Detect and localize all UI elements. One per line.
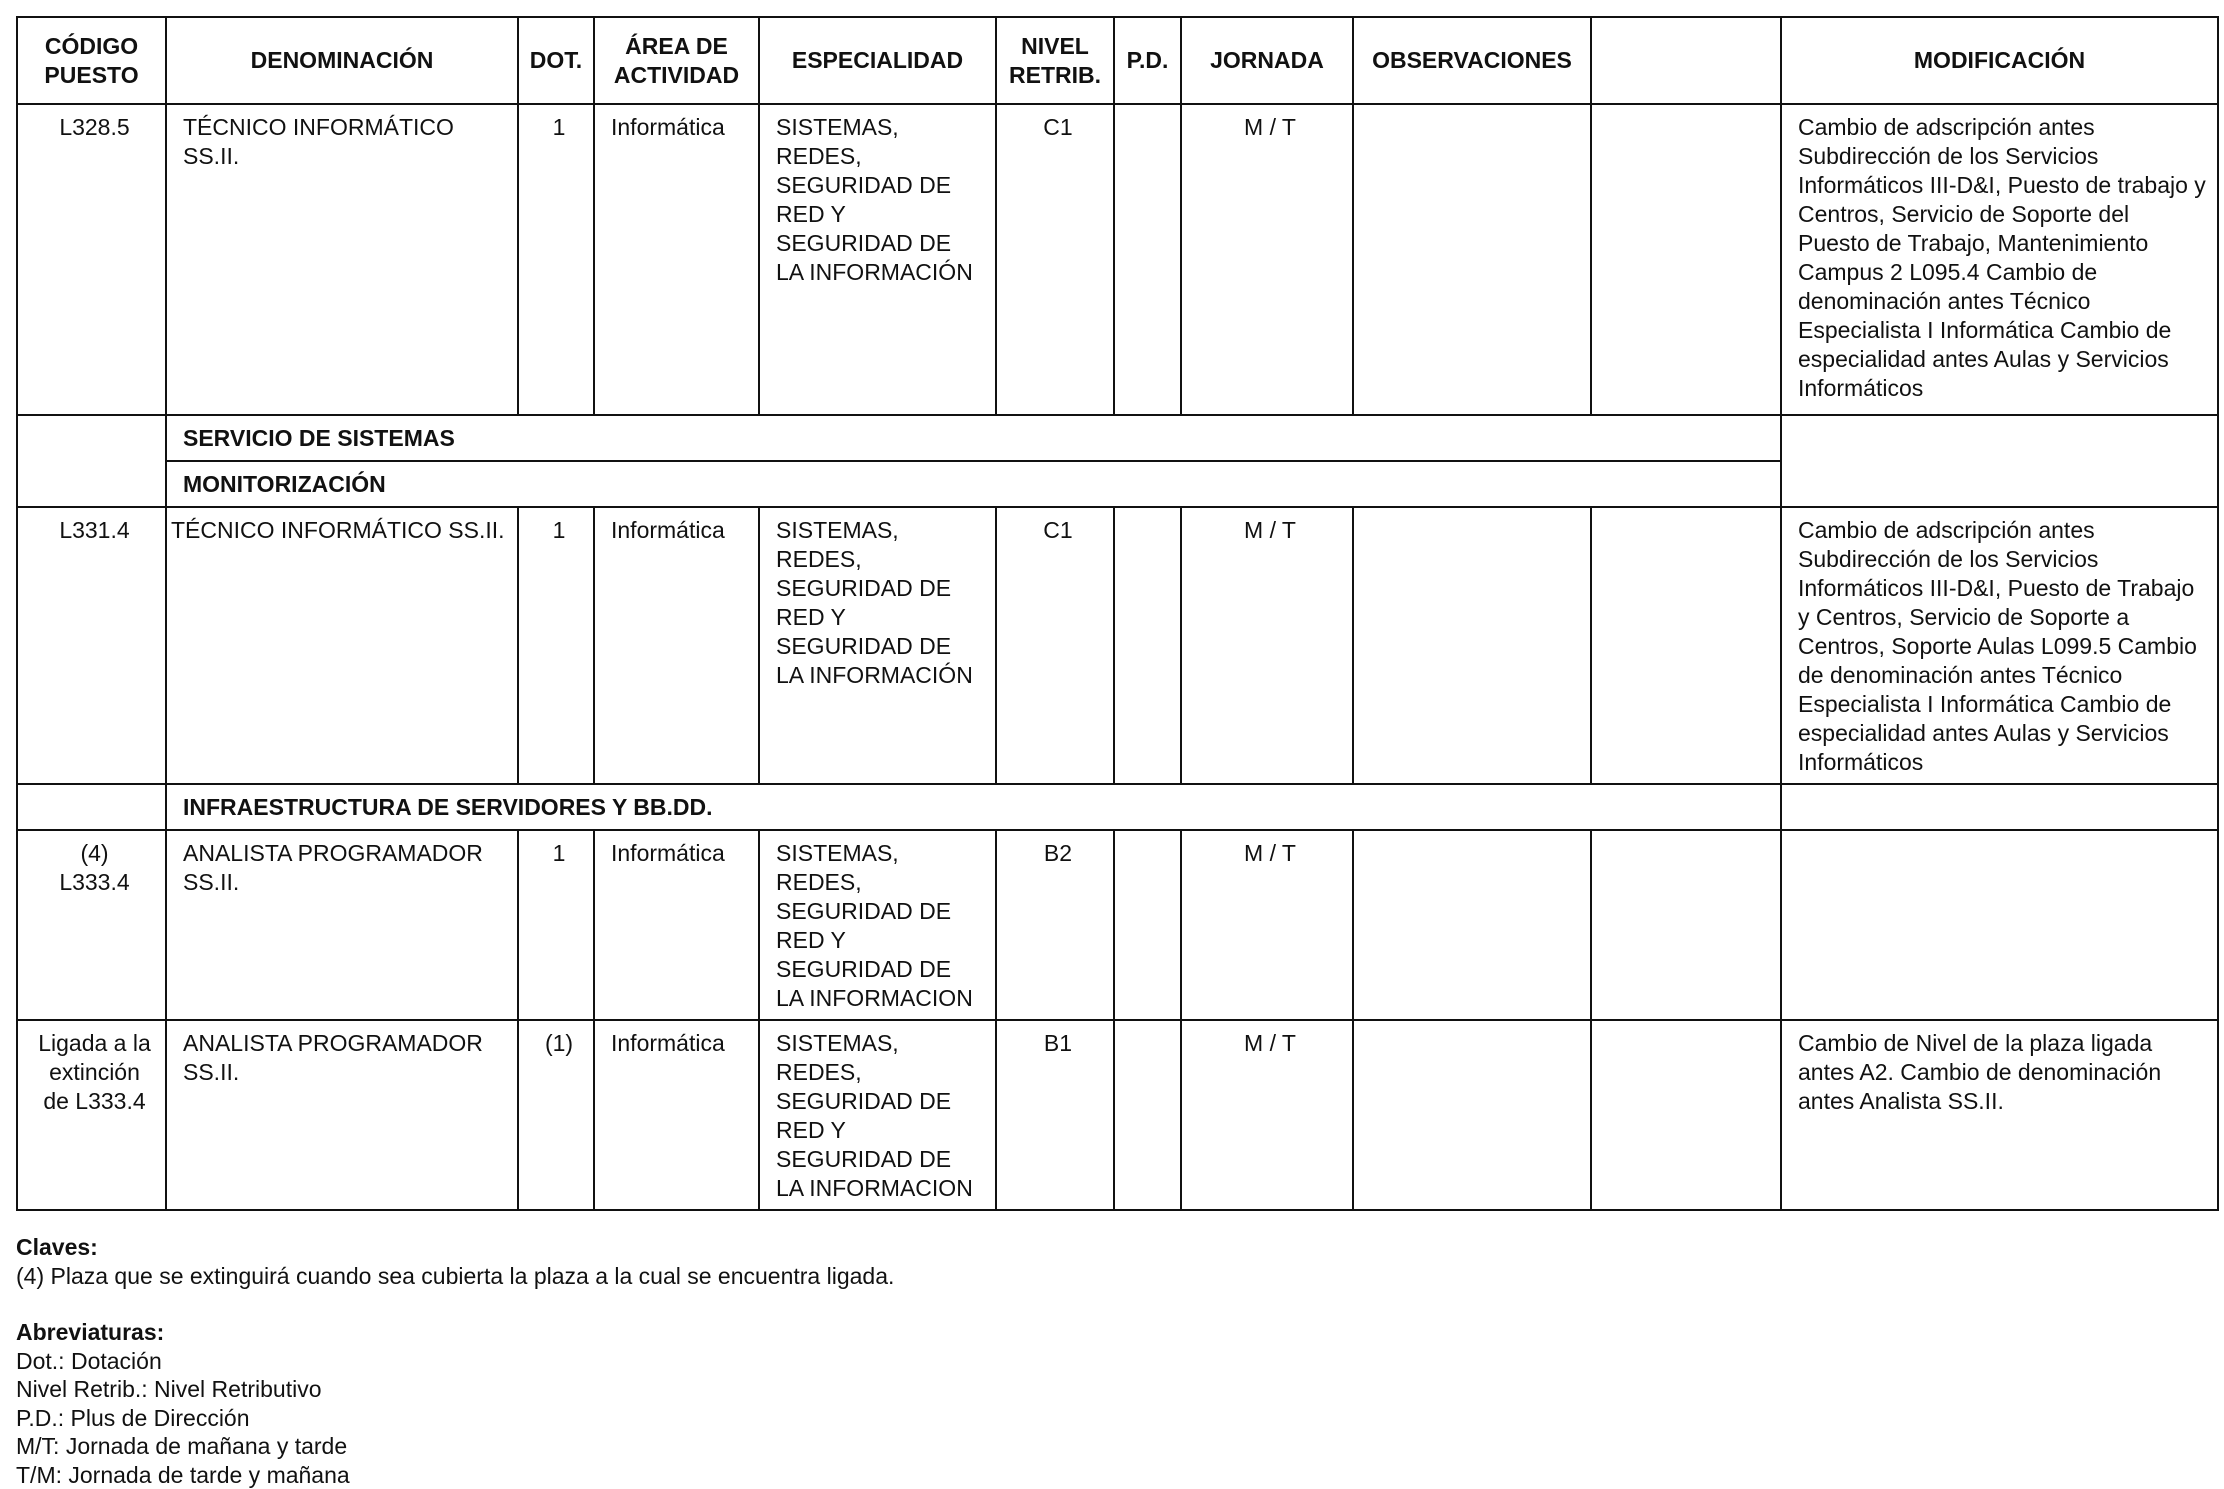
header-codigo: CÓDIGO PUESTO <box>17 17 166 104</box>
cell-especialidad: SISTEMAS, REDES, SEGURIDAD DE RED Y SEGURIDAD DE LA INFORMACIÓN <box>759 507 996 784</box>
cell-area: Informática <box>594 830 759 1020</box>
header-especialidad: ESPECIALIDAD <box>759 17 996 104</box>
cell-dot: (1) <box>518 1020 594 1210</box>
cell-modificacion: Cambio de adscripción antes Subdirección de los Servicios Informáticos III-D&I, Puesto de trabajo y Centros, Servicio de Soporte del Puesto de Trabajo, Mantenimiento Campus 2 L095.4 Cambio de denominación antes Técnico Especialista I Informática Cambio de especialidad antes Aulas y Servicios Informáticos <box>1781 104 2218 415</box>
abreviaturas-title: Abreviaturas: <box>16 1318 2217 1347</box>
abreviatura-item: T/M: Jornada de tarde y mañana <box>16 1461 2217 1489</box>
cell-pd <box>1114 1020 1181 1210</box>
table-row <box>17 830 2218 1020</box>
header-dot: DOT. <box>518 17 594 104</box>
cell-jornada: M / T <box>1181 507 1353 784</box>
cell-area: Informática <box>594 1020 759 1210</box>
table-row <box>17 507 2218 784</box>
cell-modificacion: Cambio de Nivel de la plaza ligada antes A2. Cambio de denominación antes Analista SS.II. <box>1781 1020 2218 1210</box>
cell-extra <box>1591 830 1781 1020</box>
section-monitorizacion: MONITORIZACIÓN <box>166 461 1781 507</box>
cell-observaciones <box>1353 507 1591 784</box>
header-pd: P.D. <box>1114 17 1181 104</box>
cell-codigo: L331.4 <box>17 507 166 784</box>
cell-especialidad: SISTEMAS, REDES, SEGURIDAD DE RED Y SEGURIDAD DE LA INFORMACIÓN <box>759 104 996 415</box>
cell-especialidad: SISTEMAS, REDES, SEGURIDAD DE RED Y SEGURIDAD DE LA INFORMACION <box>759 830 996 1020</box>
abreviatura-item: P.D.: Plus de Dirección <box>16 1404 2217 1433</box>
positions-table <box>16 16 2219 1211</box>
cell-nivel: B1 <box>996 1020 1114 1210</box>
cell-dot: 1 <box>518 104 594 415</box>
section-row <box>17 784 2218 830</box>
abreviatura-item: M/T: Jornada de mañana y tarde <box>16 1432 2217 1461</box>
cell-observaciones <box>1353 830 1591 1020</box>
claves-title: Claves: <box>16 1233 2217 1262</box>
section-row <box>17 415 2218 461</box>
section-blank-right <box>1781 784 2218 830</box>
section-blank-right <box>1781 415 2218 507</box>
abreviatura-item: Nivel Retrib.: Nivel Retributivo <box>16 1375 2217 1404</box>
cell-pd <box>1114 830 1181 1020</box>
cell-observaciones <box>1353 104 1591 415</box>
cell-extra <box>1591 507 1781 784</box>
document-page <box>16 16 2217 1489</box>
section-infraestructura: INFRAESTRUCTURA DE SERVIDORES Y BB.DD. <box>166 784 1781 830</box>
cell-nivel: C1 <box>996 104 1114 415</box>
header-jornada: JORNADA <box>1181 17 1353 104</box>
cell-pd <box>1114 507 1181 784</box>
cell-especialidad: SISTEMAS, REDES, SEGURIDAD DE RED Y SEGURIDAD DE LA INFORMACION <box>759 1020 996 1210</box>
header-area: ÁREA DE ACTIVIDAD <box>594 17 759 104</box>
cell-denominacion: TÉCNICO INFORMÁTICO SS.II. <box>166 104 518 415</box>
section-servicio-sistemas: SERVICIO DE SISTEMAS <box>166 415 1781 461</box>
cell-nivel: C1 <box>996 507 1114 784</box>
cell-denominacion: ANALISTA PROGRAMADOR SS.II. <box>166 830 518 1020</box>
cell-nivel: B2 <box>996 830 1114 1020</box>
cell-jornada: M / T <box>1181 1020 1353 1210</box>
cell-dot: 1 <box>518 507 594 784</box>
cell-area: Informática <box>594 507 759 784</box>
section-blank-left <box>17 784 166 830</box>
table-row <box>17 104 2218 415</box>
cell-modificacion <box>1781 830 2218 1020</box>
claves-item: (4) Plaza que se extinguirá cuando sea cubierta la plaza a la cual se encuentra ligada. <box>16 1262 2217 1291</box>
header-denominacion: DENOMINACIÓN <box>166 17 518 104</box>
header-modificacion: MODIFICACIÓN <box>1781 17 2218 104</box>
cell-observaciones <box>1353 1020 1591 1210</box>
cell-modificacion: Cambio de adscripción antes Subdirección de los Servicios Informáticos III-D&I, Puesto de Trabajo y Centros, Servicio de Soporte a Centros, Soporte Aulas L099.5 Cambio de denominación antes Técnico Especialista I Informática Cambio de especialidad antes Aulas y Servicios Informáticos <box>1781 507 2218 784</box>
cell-extra <box>1591 1020 1781 1210</box>
section-blank-left <box>17 415 166 507</box>
cell-denominacion: TÉCNICO INFORMÁTICO SS.II. <box>166 507 518 784</box>
cell-dot: 1 <box>518 830 594 1020</box>
header-nivel: NIVEL RETRIB. <box>996 17 1114 104</box>
table-row <box>17 1020 2218 1210</box>
cell-pd <box>1114 104 1181 415</box>
cell-jornada: M / T <box>1181 830 1353 1020</box>
legend <box>16 1233 2217 1489</box>
cell-jornada: M / T <box>1181 104 1353 415</box>
cell-codigo: Ligada a la extinción de L333.4 <box>17 1020 166 1210</box>
cell-area: Informática <box>594 104 759 415</box>
header-observaciones: OBSERVACIONES <box>1353 17 1591 104</box>
header-extra <box>1591 17 1781 104</box>
cell-codigo: (4) L333.4 <box>17 830 166 1020</box>
cell-extra <box>1591 104 1781 415</box>
cell-codigo: L328.5 <box>17 104 166 415</box>
cell-denominacion: ANALISTA PROGRAMADOR SS.II. <box>166 1020 518 1210</box>
table-header-row <box>17 17 2218 104</box>
abreviatura-item: Dot.: Dotación <box>16 1347 2217 1376</box>
